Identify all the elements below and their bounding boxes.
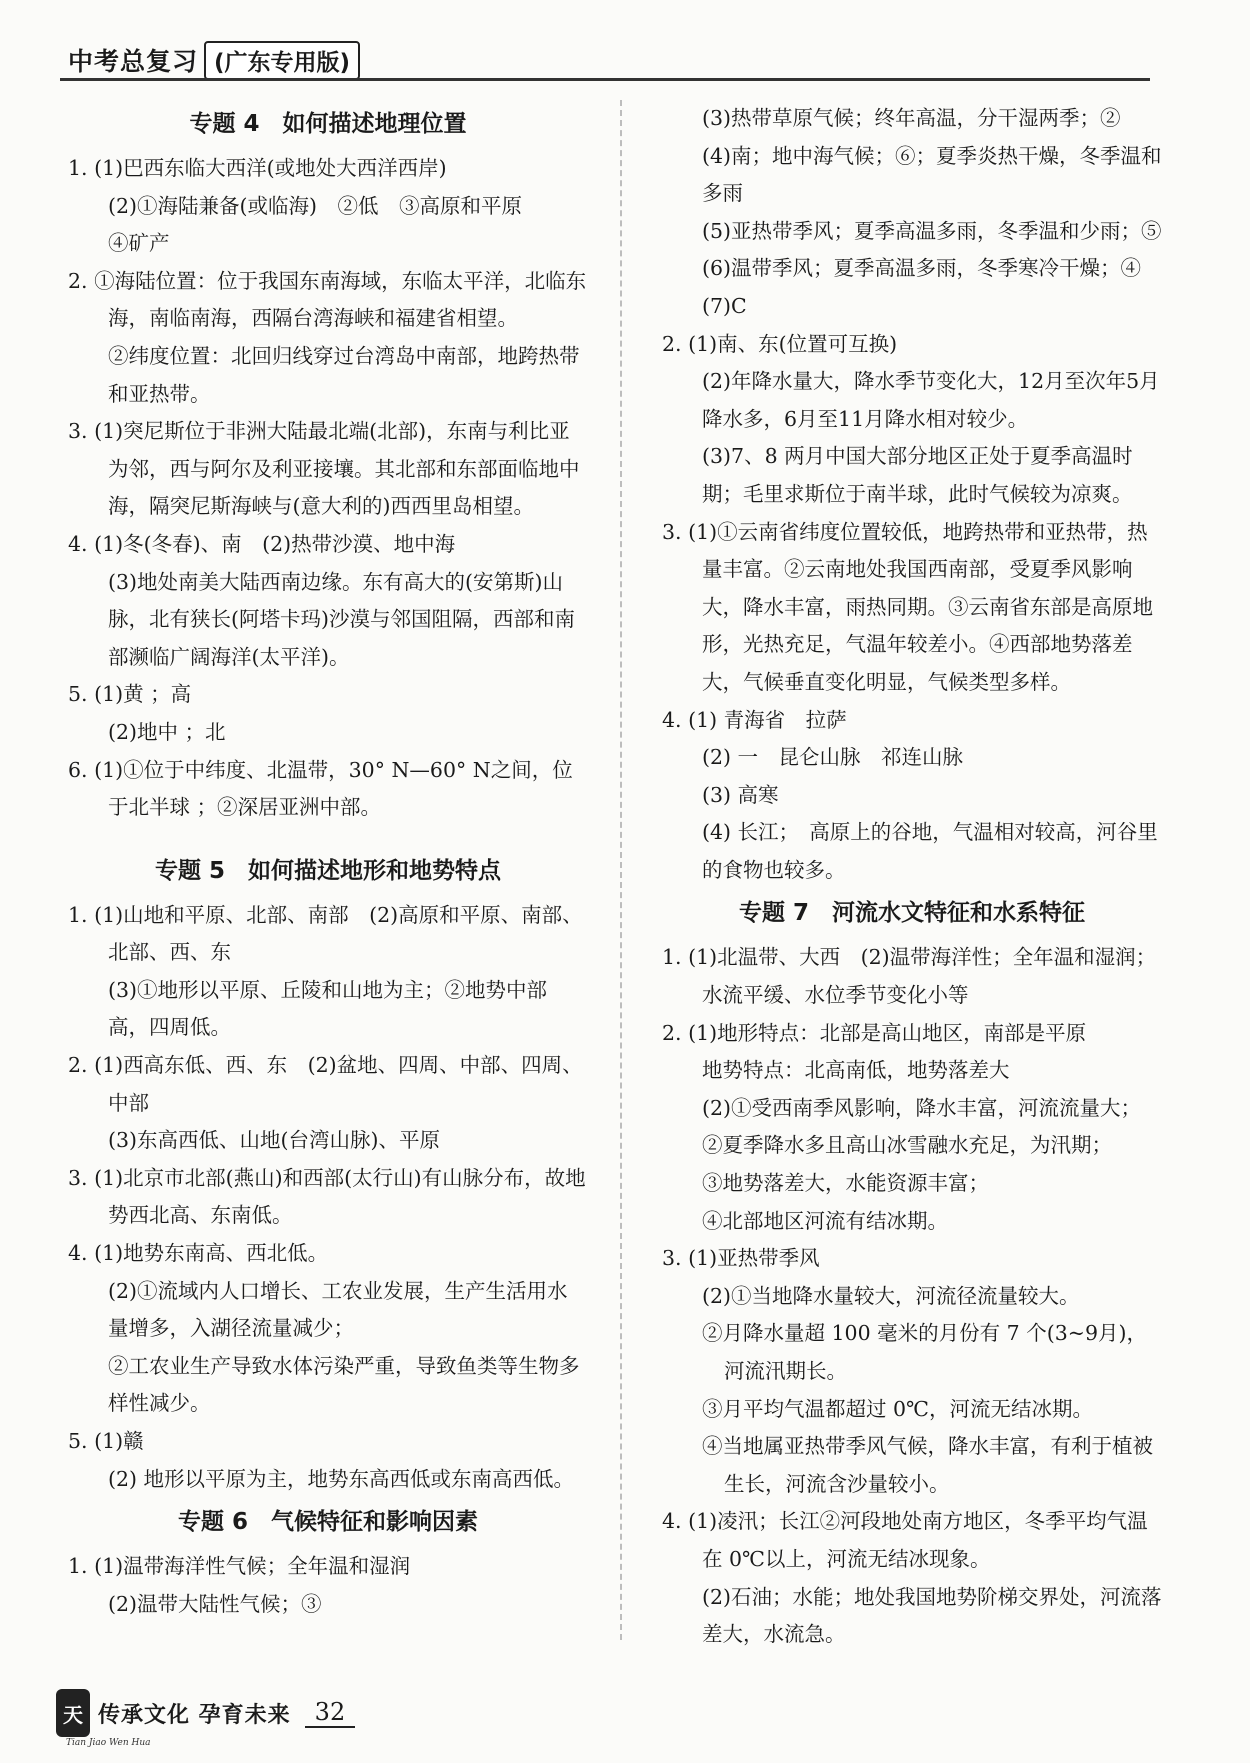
footer-subtitle: Tian Jiao Wen Hua [66, 1738, 151, 1748]
answer-item: 地势特点：北高南低，地势落差大 [702, 1058, 1010, 1083]
answer-item: (2) 一 昆仑山脉 祁连山脉 [702, 745, 964, 770]
page-number: 32 [305, 1698, 356, 1728]
answer-item: 2. (1)南、东(位置可互换) [662, 331, 898, 356]
answer-item: (2) 地形以平原为主，地势东高西低或东南高西低。 [108, 1466, 575, 1491]
answer-item: ②月降水量超 100 毫米的月份有 7 个(3~9月)，河流汛期长。 [702, 1321, 1147, 1383]
answer-item: (5)亚热带季风；夏季高温多雨，冬季温和少雨；⑤ [702, 218, 1162, 243]
answer-item: (3)①地形以平原、丘陵和山地为主；②地势中部高，四周低。 [108, 977, 548, 1040]
answer-item: 1. (1)巴西东临大西洋(或地处大西洋西岸) [68, 156, 447, 180]
answer-item: (3) 高寒 [702, 782, 779, 807]
answer-item: 3. (1)突尼斯位于非洲大陆最北端(北部)，东南与利比亚为邻，西与阿尔及利亚接壤。其北部和东部面临地中海，隔突尼斯海峡与(意大利的)西西里岛相望。 [68, 419, 580, 519]
answer-item: ③月平均气温都超过 0℃，河流无结冰期。 [702, 1396, 1093, 1421]
answer-item: (4)南；地中海气候；⑥；夏季炎热干燥，冬季温和多雨 [702, 143, 1162, 206]
answer-item: 3. (1)①云南省纬度位置较低，地跨热带和亚热带，热量丰富。②云南地处我国西南部，受夏季风影响大，降水丰富，雨热同期。③云南省东部是高原地形，光热充足，气温年较差小。④西部地势落差大，气候垂直变化明显，气候类型多样。 [662, 519, 1153, 694]
answer-item: 3. (1)北京市北部(燕山)和西部(太行山)有山脉分布，故地势西北高、东南低。 [68, 1165, 586, 1228]
answer-item: 4. (1) 青海省 拉萨 [662, 707, 847, 732]
column-divider [620, 100, 622, 1640]
answer-item: (2)地中 ；北 [108, 719, 226, 744]
answer-item: ③地势落差大，水能资源丰富； [702, 1171, 989, 1196]
answer-item: ②夏季降水多且高山冰雪融水充足，为汛期； [702, 1133, 1112, 1158]
right-column [662, 100, 1162, 1654]
answer-item: (2)石油；水能；地处我国地势阶梯交界处，河流落差大，水流急。 [702, 1584, 1162, 1647]
answer-item: (2)①受西南季风影响，降水丰富，河流流量大； [702, 1095, 1142, 1120]
header [68, 40, 360, 80]
answer-item: (3)地处南美大陆西南边缘。东有高大的(安第斯)山脉，北有狭长(阿塔卡玛)沙漠与邻国阻隔，西部和南部濒临广阔海洋(太平洋)。 [108, 569, 575, 669]
answer-item: 3. (1)亚热带季风 [662, 1246, 820, 1271]
footer-slogan: 传承文化 孕育未来 [98, 1702, 291, 1728]
answer-item: (2)①海陆兼备(或临海) ②低 ③高原和平原 [108, 193, 523, 218]
answer-item: 1. (1)北温带、大西 (2)温带海洋性；全年温和湿润；水流平缓、水位季节变化小等 [662, 945, 1157, 1008]
section-title-4: 专题 4 如何描述地理位置 [189, 111, 467, 137]
section-title-5: 专题 5 如何描述地形和地势特点 [154, 857, 501, 884]
answer-item: 5. (1)黄 ；高 [68, 682, 192, 707]
answer-item: (3)7、8 两月中国大部分地区正处于夏季高温时期；毛里求斯位于南半球，此时气候较为凉爽。 [702, 444, 1133, 506]
answer-item: 5. (1)赣 [68, 1429, 144, 1453]
footer [56, 1688, 355, 1738]
answer-item: (2)温带大陆性气候；③ [108, 1591, 322, 1616]
section-title-7: 专题 7 河流水文特征和水系特征 [738, 900, 1085, 927]
answer-item: (2)①当地降水量较大，河流径流量较大。 [702, 1283, 1080, 1308]
answer-item: ④当地属亚热带季风气候，降水丰富，有利于植被生长，河流含沙量较小。 [702, 1434, 1153, 1496]
answer-item: 2. (1)地形特点：北部是高山地区，南部是平原 [662, 1020, 1087, 1045]
answer-item: (2)年降水量大，降水季节变化大，12月至次年5月降水多，6月至11月降水相对较少。 [702, 369, 1160, 431]
answer-item: (7)C [702, 293, 747, 318]
answer-item: ④矿产 [108, 231, 170, 256]
answer-item: (3)热带草原气候；终年高温，分干湿两季；② [702, 106, 1121, 130]
section-title-6: 专题 6 气候特征和影响因素 [177, 1509, 478, 1536]
answer-item: (2)①流域内人口增长、工农业发展，生产生活用水量增多，入湖径流量减少； [108, 1278, 568, 1341]
header-title: 中考总复习 [68, 47, 199, 76]
answer-item: ②工农业生产导致水体污染严重，导致鱼类等生物多样性减少。 [108, 1353, 580, 1416]
answer-item: (4) 长江； 高原上的谷地，气温相对较高，河谷里的食物也较多。 [702, 820, 1158, 882]
answer-item: ④北部地区河流有结冰期。 [702, 1208, 948, 1233]
header-badge: (广东专用版) [204, 41, 360, 80]
answer-item: ②纬度位置：北回归线穿过台湾岛中南部，地跨热带和亚热带。 [108, 343, 580, 406]
answer-item: 4. (1)地势东南高、西北低。 [68, 1241, 329, 1266]
answer-item: (3)东高西低、山地(台湾山脉)、平原 [108, 1128, 441, 1153]
answer-item: 4. (1)凌汛；长江②河段地处南方地区，冬季平均气温在 0℃以上，河流无结冰现象。 [662, 1509, 1148, 1571]
answer-item: 6. (1)①位于中纬度、北温带，30° N—60° N之间，位于北半球 ；②深居亚洲中部。 [68, 757, 573, 820]
answer-item: 1. (1)山地和平原、北部、南部 (2)高原和平原、南部、北部、西、东 [68, 902, 583, 965]
header-rule [60, 78, 1150, 81]
answer-item: 2. (1)西高东低、西、东 (2)盆地、四周、中部、四周、中部 [68, 1053, 583, 1115]
left-column [68, 100, 588, 1623]
answer-item: (6)温带季风；夏季高温多雨，冬季寒冷干燥；④ [702, 256, 1142, 281]
publisher-logo: 天 [56, 1689, 90, 1737]
answer-item: 2. ①海陆位置：位于我国东南海域，东临太平洋，北临东海，南临南海，西隔台湾海峡和福建省相望。 [68, 268, 587, 331]
answer-item: 4. (1)冬(冬春)、南 (2)热带沙漠、地中海 [68, 531, 456, 556]
answer-item: 1. (1)温带海洋性气候；全年温和湿润 [68, 1554, 411, 1579]
